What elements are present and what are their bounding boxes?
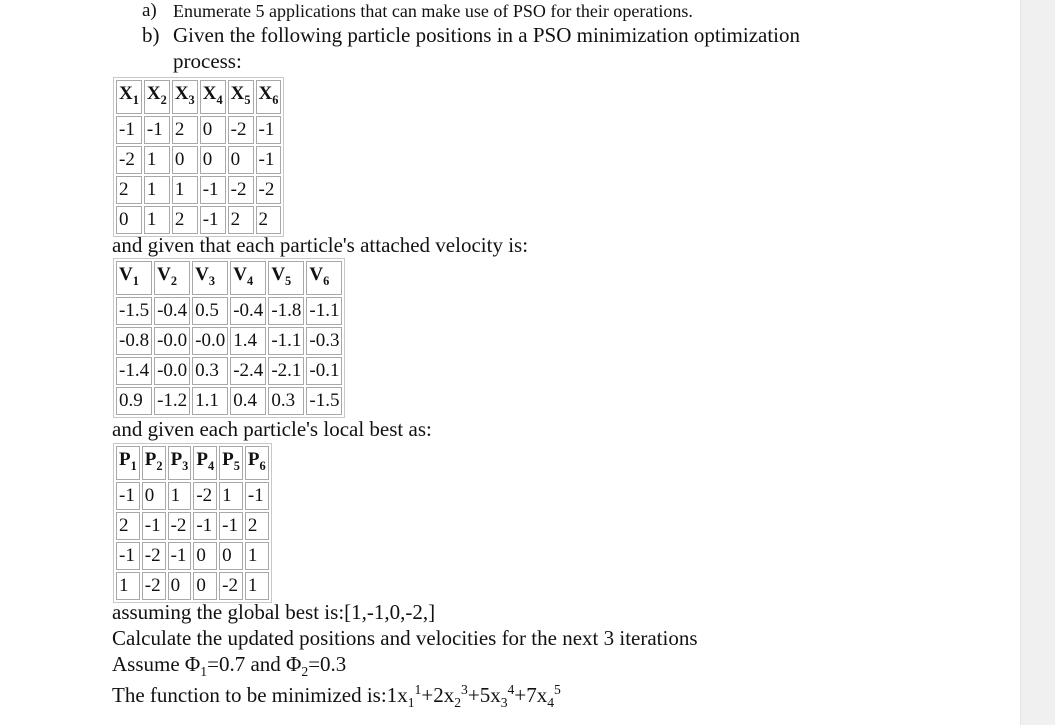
table-cell: -1.1 (306, 297, 342, 325)
table-row (116, 512, 269, 540)
column-header (142, 446, 166, 480)
header-letter: V (271, 264, 286, 285)
table-cell: -0.0 (154, 327, 190, 355)
table-cell: -1 (193, 512, 217, 540)
header-letter: V (195, 264, 209, 285)
table-cell: -1.5 (306, 387, 342, 415)
header-letter: P (144, 449, 157, 470)
table-cell: -1 (144, 116, 170, 144)
column-header (154, 261, 190, 295)
question-a-label: a) (142, 0, 157, 21)
header-letter: X (174, 83, 189, 104)
column-header (245, 446, 269, 480)
instruction-text: Calculate the updated positions and velocities for the next 3 iterations (112, 626, 698, 650)
table-cell: -2 (256, 176, 282, 204)
header-subscript: 2 (156, 458, 163, 473)
column-header (172, 80, 198, 114)
table-cell: 1.1 (192, 387, 228, 415)
table-cell: -1 (168, 542, 192, 570)
positions-table (113, 77, 284, 237)
term-subscript: 1 (407, 695, 415, 711)
phi1-value: =0.7 and (207, 652, 287, 676)
table-cell: -1 (256, 116, 282, 144)
table-cell: -2 (168, 512, 192, 540)
local-best-table (113, 443, 272, 603)
table-cell: -1.5 (116, 297, 152, 325)
vertical-scrollbar[interactable] (1020, 0, 1055, 725)
velocity-table (113, 258, 345, 418)
term-coefficient: 5x (479, 683, 501, 707)
column-header (256, 80, 282, 114)
question-b-text: Given the following particle positions in a PSO minimization optimization (173, 23, 801, 47)
column-header (192, 261, 228, 295)
table-row (116, 146, 281, 174)
header-subscript: 2 (160, 92, 167, 107)
table-cell: 1 (245, 542, 269, 570)
table-cell: -1.1 (268, 327, 304, 355)
table-header-row (116, 261, 342, 295)
term-exponent: 4 (507, 682, 515, 697)
velocity-intro: and given that each particle's attached velocity is: (112, 233, 529, 257)
table-cell: 1 (116, 572, 140, 600)
header-letter: P (196, 449, 208, 470)
header-subscript: 6 (272, 92, 279, 107)
table-cell: -1 (116, 116, 142, 144)
table-cell: 2 (228, 206, 254, 234)
header-letter: V (233, 264, 247, 285)
table-cell: -2 (116, 146, 142, 174)
header-letter: P (222, 449, 234, 470)
header-letter: V (309, 264, 324, 285)
header-letter: V (119, 264, 133, 285)
table-cell: 1 (144, 146, 170, 174)
table-cell: 0.3 (192, 357, 228, 385)
table-cell: 2 (256, 206, 282, 234)
column-header (219, 446, 243, 480)
header-subscript: 3 (188, 92, 195, 107)
phi1-subscript: 1 (200, 664, 208, 680)
header-subscript: 4 (216, 92, 223, 107)
table-cell: -0.4 (230, 297, 266, 325)
column-header (228, 80, 254, 114)
table-cell: -1.4 (116, 357, 152, 385)
header-subscript: 1 (132, 273, 139, 288)
table-row (116, 116, 281, 144)
header-subscript: 6 (323, 273, 330, 288)
table-cell: -1 (116, 542, 140, 570)
table-row (116, 572, 269, 600)
table-cell: 2 (172, 206, 198, 234)
table-cell: 0 (219, 542, 243, 570)
table-cell: -0.8 (116, 327, 152, 355)
term-exponent: 3 (461, 682, 468, 697)
table-header-row (116, 446, 269, 480)
column-header (116, 80, 142, 114)
table-cell: -1 (219, 512, 243, 540)
table-cell: -2 (142, 542, 166, 570)
term-exponent: 5 (554, 682, 561, 697)
function-text (112, 678, 561, 715)
term-subscript: 3 (500, 695, 508, 711)
header-subscript: 3 (208, 273, 216, 288)
table-cell: -2.4 (230, 357, 266, 385)
header-letter: X (230, 83, 245, 104)
table-cell: -2.1 (268, 357, 304, 385)
table-cell: 0 (142, 482, 166, 510)
term-exponent: 1 (414, 682, 422, 697)
table-cell: 0.3 (268, 387, 304, 415)
table-row (116, 297, 342, 325)
term-operator: + (421, 683, 434, 707)
table-header-row (116, 80, 281, 114)
column-header (144, 80, 170, 114)
table-cell: -1.2 (154, 387, 190, 415)
table-cell: -0.1 (306, 357, 342, 385)
question-b-continuation: process: (173, 49, 242, 73)
table-cell: 0 (172, 146, 198, 174)
table-row (116, 542, 269, 570)
header-letter: X (258, 83, 273, 104)
column-header (200, 80, 226, 114)
table-cell: 1 (144, 206, 170, 234)
term-subscript: 2 (454, 695, 462, 711)
header-letter: P (119, 449, 131, 470)
table-cell: 0.4 (230, 387, 266, 415)
table-cell: -2 (193, 482, 217, 510)
column-header (306, 261, 342, 295)
header-letter: P (170, 449, 183, 470)
term-subscript: 4 (547, 695, 555, 711)
table-cell: -1 (200, 176, 226, 204)
header-subscript: 4 (207, 458, 215, 473)
table-cell: -0.0 (192, 327, 228, 355)
table-row (116, 176, 281, 204)
header-subscript: 5 (244, 92, 251, 107)
table-cell: -1 (116, 482, 140, 510)
table-cell: 0 (168, 572, 192, 600)
table-cell: -0.4 (154, 297, 190, 325)
table-row (116, 357, 342, 385)
table-cell: -2 (219, 572, 243, 600)
table-cell: -2 (228, 176, 254, 204)
table-cell: 1 (144, 176, 170, 204)
term-operator: + (514, 683, 527, 707)
table-cell: 1 (172, 176, 198, 204)
table-row (116, 387, 342, 415)
table-cell: 1 (245, 572, 269, 600)
assumption-prefix: Assume (112, 652, 185, 676)
table-cell: -2 (142, 572, 166, 600)
table-cell: -1 (245, 482, 269, 510)
term-operator: + (467, 683, 480, 707)
column-header (168, 446, 192, 480)
phi1-symbol: Φ (184, 652, 201, 676)
header-letter: X (146, 83, 161, 104)
header-subscript: 4 (246, 273, 254, 288)
table-cell: 0 (193, 542, 217, 570)
table-cell: 0 (200, 116, 226, 144)
header-subscript: 1 (132, 92, 139, 107)
phi2-value: =0.3 (308, 652, 347, 676)
table-row (116, 327, 342, 355)
column-header (268, 261, 304, 295)
local-best-intro: and given each particle's local best as: (112, 417, 432, 441)
header-letter: X (202, 83, 217, 104)
table-cell: 0.5 (192, 297, 228, 325)
table-cell: 0 (200, 146, 226, 174)
table-cell: 1.4 (230, 327, 266, 355)
column-header (193, 446, 217, 480)
phi2-subscript: 2 (301, 664, 309, 680)
table-cell: -1.8 (268, 297, 304, 325)
header-subscript: 5 (233, 458, 240, 473)
table-cell: 2 (245, 512, 269, 540)
term-coefficient: 2x (433, 683, 455, 707)
table-row (116, 482, 269, 510)
table-cell: -1 (256, 146, 282, 174)
table-cell: 0.9 (116, 387, 152, 415)
header-subscript: 1 (130, 458, 137, 473)
table-cell: 2 (116, 512, 140, 540)
table-cell: 1 (219, 482, 243, 510)
question-a-text: Enumerate 5 applications that can make use of PSO for their operations. (173, 1, 693, 21)
column-header (230, 261, 266, 295)
column-header (116, 446, 140, 480)
header-subscript: 3 (182, 458, 189, 473)
function-expression (386, 682, 561, 711)
table-cell: -1 (142, 512, 166, 540)
table-cell: -0.0 (154, 357, 190, 385)
table-cell: 2 (116, 176, 142, 204)
header-letter: X (119, 83, 133, 104)
header-subscript: 5 (285, 273, 292, 288)
header-subscript: 6 (259, 458, 266, 473)
header-subscript: 2 (170, 273, 177, 288)
table-cell: -0.3 (306, 327, 342, 355)
table-cell: 2 (172, 116, 198, 144)
term-coefficient: 7x (526, 683, 548, 707)
table-row (116, 206, 281, 234)
table-cell: 0 (193, 572, 217, 600)
column-header (116, 261, 152, 295)
phi2-symbol: Φ (286, 652, 302, 676)
term-coefficient: 1x (386, 683, 408, 707)
header-letter: P (247, 449, 260, 470)
table-cell: -2 (228, 116, 254, 144)
question-b-label: b) (142, 23, 160, 47)
table-cell: 0 (228, 146, 254, 174)
table-cell: 0 (116, 206, 142, 234)
header-letter: V (157, 264, 171, 285)
table-cell: 1 (168, 482, 192, 510)
function-prefix: The function to be minimized is: (112, 683, 387, 707)
table-cell: -1 (200, 206, 226, 234)
global-best-text: assuming the global best is:[1,-1,0,-2,] (112, 600, 436, 624)
